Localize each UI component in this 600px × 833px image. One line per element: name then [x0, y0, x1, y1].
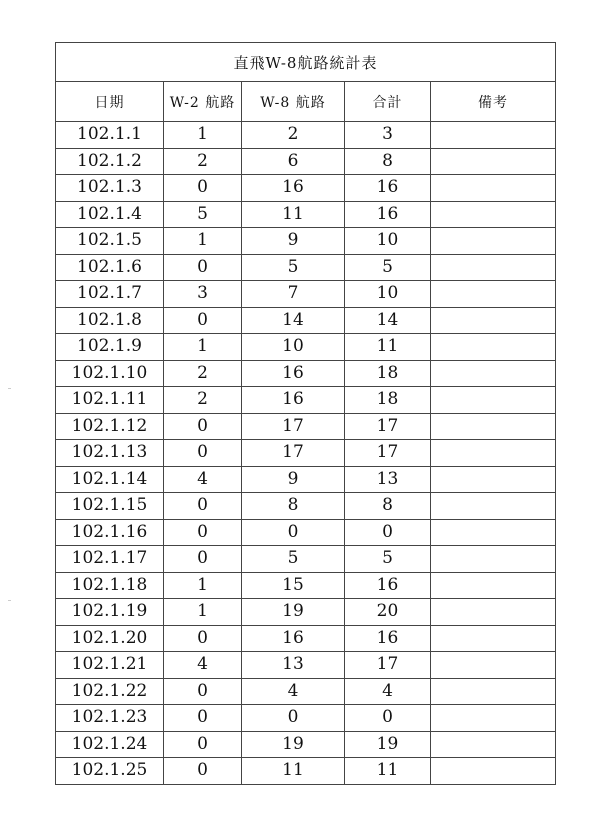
cell-date: 102.1.17 — [56, 546, 164, 573]
cell-date: 102.1.10 — [56, 360, 164, 387]
cell-date: 102.1.19 — [56, 599, 164, 626]
cell-total: 8 — [345, 148, 431, 175]
cell-date: 102.1.4 — [56, 201, 164, 228]
cell-date: 102.1.6 — [56, 254, 164, 281]
cell-total: 16 — [345, 625, 431, 652]
cell-w2-count: 0 — [164, 519, 242, 546]
table-row — [56, 360, 556, 387]
cell-w8-count: 11 — [242, 201, 345, 228]
cell-w8-count: 15 — [242, 572, 345, 599]
cell-date: 102.1.18 — [56, 572, 164, 599]
cell-w8-count: 17 — [242, 413, 345, 440]
cell-total: 10 — [345, 281, 431, 308]
cell-total: 11 — [345, 334, 431, 361]
cell-w8-count: 8 — [242, 493, 345, 520]
cell-w2-count: 0 — [164, 175, 242, 202]
table-row — [56, 758, 556, 785]
cell-w2-count: 0 — [164, 731, 242, 758]
cell-remarks — [431, 572, 556, 599]
cell-w8-count: 9 — [242, 466, 345, 493]
cell-date: 102.1.3 — [56, 175, 164, 202]
cell-w2-count: 2 — [164, 387, 242, 414]
cell-total: 0 — [345, 705, 431, 732]
cell-total: 16 — [345, 201, 431, 228]
cell-remarks — [431, 599, 556, 626]
cell-date: 102.1.5 — [56, 228, 164, 255]
cell-remarks — [431, 652, 556, 679]
cell-date: 102.1.16 — [56, 519, 164, 546]
cell-w2-count: 0 — [164, 678, 242, 705]
cell-remarks — [431, 493, 556, 520]
table-row — [56, 413, 556, 440]
cell-w2-count: 1 — [164, 572, 242, 599]
cell-remarks — [431, 758, 556, 785]
cell-w2-count: 5 — [164, 201, 242, 228]
cell-remarks — [431, 307, 556, 334]
cell-w8-count: 13 — [242, 652, 345, 679]
cell-total: 17 — [345, 413, 431, 440]
table-row — [56, 466, 556, 493]
table-row — [56, 440, 556, 467]
cell-total: 11 — [345, 758, 431, 785]
cell-remarks — [431, 281, 556, 308]
cell-w2-count: 4 — [164, 466, 242, 493]
cell-date: 102.1.12 — [56, 413, 164, 440]
header-total: 合計 — [345, 82, 431, 122]
cell-total: 18 — [345, 387, 431, 414]
cell-total: 19 — [345, 731, 431, 758]
cell-w2-count: 0 — [164, 546, 242, 573]
table-row — [56, 731, 556, 758]
cell-total: 20 — [345, 599, 431, 626]
cell-date: 102.1.8 — [56, 307, 164, 334]
cell-remarks — [431, 678, 556, 705]
cell-w8-count: 19 — [242, 599, 345, 626]
cell-w8-count: 10 — [242, 334, 345, 361]
cell-w2-count: 0 — [164, 705, 242, 732]
scan-edge-mark — [8, 388, 11, 389]
cell-w8-count: 0 — [242, 519, 345, 546]
table-row — [56, 519, 556, 546]
scan-edge-mark — [8, 600, 11, 601]
table-row — [56, 307, 556, 334]
cell-remarks — [431, 546, 556, 573]
cell-w8-count: 16 — [242, 387, 345, 414]
header-date: 日期 — [56, 82, 164, 122]
cell-date: 102.1.13 — [56, 440, 164, 467]
cell-total: 18 — [345, 360, 431, 387]
cell-total: 13 — [345, 466, 431, 493]
cell-w8-count: 16 — [242, 360, 345, 387]
cell-date: 102.1.25 — [56, 758, 164, 785]
table-row — [56, 387, 556, 414]
cell-remarks — [431, 466, 556, 493]
table-row — [56, 254, 556, 281]
cell-total: 16 — [345, 175, 431, 202]
cell-w8-count: 6 — [242, 148, 345, 175]
table-row — [56, 599, 556, 626]
table-row — [56, 546, 556, 573]
table-row — [56, 625, 556, 652]
cell-remarks — [431, 731, 556, 758]
cell-total: 17 — [345, 440, 431, 467]
cell-date: 102.1.20 — [56, 625, 164, 652]
cell-w2-count: 0 — [164, 413, 242, 440]
cell-date: 102.1.1 — [56, 122, 164, 149]
cell-date: 102.1.21 — [56, 652, 164, 679]
cell-total: 17 — [345, 652, 431, 679]
cell-date: 102.1.2 — [56, 148, 164, 175]
cell-remarks — [431, 201, 556, 228]
cell-total: 8 — [345, 493, 431, 520]
cell-date: 102.1.15 — [56, 493, 164, 520]
header-remarks: 備考 — [431, 82, 556, 122]
table-title: 直飛W-8航路統計表 — [56, 43, 556, 82]
header-row — [56, 82, 556, 122]
cell-remarks — [431, 334, 556, 361]
cell-w2-count: 0 — [164, 493, 242, 520]
cell-w8-count: 0 — [242, 705, 345, 732]
route-statistics-table — [55, 42, 556, 785]
cell-w2-count: 0 — [164, 440, 242, 467]
cell-w8-count: 17 — [242, 440, 345, 467]
cell-date: 102.1.23 — [56, 705, 164, 732]
cell-remarks — [431, 705, 556, 732]
cell-w2-count: 0 — [164, 625, 242, 652]
cell-w2-count: 2 — [164, 360, 242, 387]
cell-w8-count: 16 — [242, 175, 345, 202]
cell-w8-count: 9 — [242, 228, 345, 255]
cell-total: 5 — [345, 546, 431, 573]
cell-remarks — [431, 387, 556, 414]
cell-w8-count: 16 — [242, 625, 345, 652]
cell-date: 102.1.11 — [56, 387, 164, 414]
cell-total: 16 — [345, 572, 431, 599]
cell-total: 0 — [345, 519, 431, 546]
table-row — [56, 122, 556, 149]
cell-remarks — [431, 228, 556, 255]
table-row — [56, 148, 556, 175]
cell-w8-count: 7 — [242, 281, 345, 308]
header-w2-route: W-2 航路 — [164, 82, 242, 122]
cell-total: 5 — [345, 254, 431, 281]
cell-remarks — [431, 625, 556, 652]
cell-w8-count: 14 — [242, 307, 345, 334]
cell-date: 102.1.24 — [56, 731, 164, 758]
header-w8-route: W-8 航路 — [242, 82, 345, 122]
table-row — [56, 572, 556, 599]
cell-w8-count: 11 — [242, 758, 345, 785]
cell-date: 102.1.22 — [56, 678, 164, 705]
cell-w2-count: 3 — [164, 281, 242, 308]
table-row — [56, 175, 556, 202]
cell-w2-count: 1 — [164, 599, 242, 626]
cell-remarks — [431, 175, 556, 202]
cell-w2-count: 1 — [164, 228, 242, 255]
cell-remarks — [431, 413, 556, 440]
table-row — [56, 705, 556, 732]
table-row — [56, 228, 556, 255]
table-row — [56, 334, 556, 361]
cell-w2-count: 0 — [164, 254, 242, 281]
cell-date: 102.1.14 — [56, 466, 164, 493]
table-body — [56, 122, 556, 785]
cell-remarks — [431, 440, 556, 467]
cell-date: 102.1.7 — [56, 281, 164, 308]
cell-total: 3 — [345, 122, 431, 149]
cell-w8-count: 4 — [242, 678, 345, 705]
cell-w8-count: 2 — [242, 122, 345, 149]
table-row — [56, 201, 556, 228]
cell-w8-count: 5 — [242, 546, 345, 573]
cell-w2-count: 0 — [164, 758, 242, 785]
cell-remarks — [431, 519, 556, 546]
table-row — [56, 493, 556, 520]
cell-remarks — [431, 122, 556, 149]
cell-w2-count: 4 — [164, 652, 242, 679]
cell-total: 14 — [345, 307, 431, 334]
table-row — [56, 678, 556, 705]
cell-remarks — [431, 254, 556, 281]
cell-date: 102.1.9 — [56, 334, 164, 361]
cell-total: 4 — [345, 678, 431, 705]
cell-remarks — [431, 148, 556, 175]
cell-remarks — [431, 360, 556, 387]
table-row — [56, 281, 556, 308]
cell-total: 10 — [345, 228, 431, 255]
cell-w2-count: 1 — [164, 122, 242, 149]
cell-w8-count: 19 — [242, 731, 345, 758]
table-row — [56, 652, 556, 679]
cell-w2-count: 0 — [164, 307, 242, 334]
cell-w2-count: 1 — [164, 334, 242, 361]
cell-w2-count: 2 — [164, 148, 242, 175]
cell-w8-count: 5 — [242, 254, 345, 281]
